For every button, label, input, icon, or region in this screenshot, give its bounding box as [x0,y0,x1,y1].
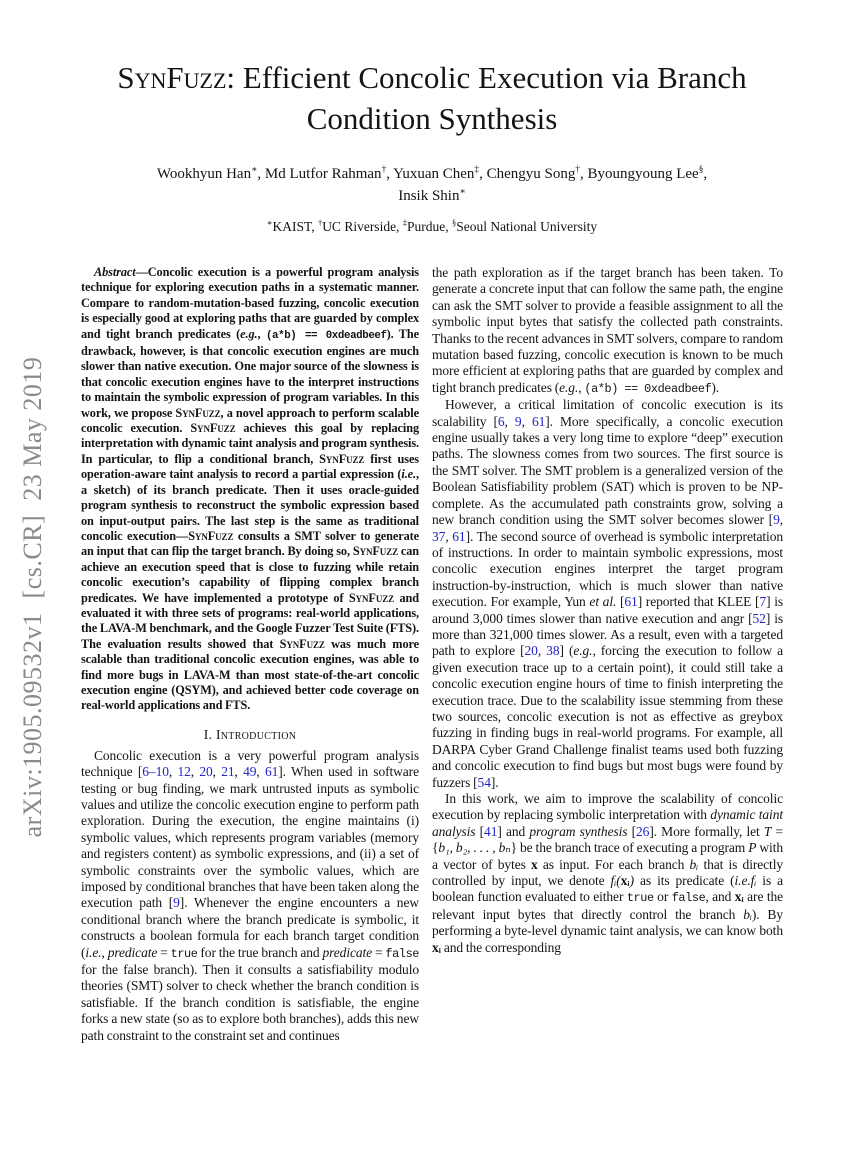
text-segment: Introduction [215,726,297,742]
section-heading-introduction [81,727,419,743]
text-segment: = [372,944,386,960]
citation-link[interactable]: 41 [484,823,498,839]
text-segment: However, a critical limitation of concolic execution is its scalability [ [432,397,783,429]
text-segment: ). By performing a byte-level dynamic taint analysis, we can know both [432,906,783,939]
text-segment: (a*b) == 0xdeadbeef [584,381,712,396]
text-segment: , [779,512,783,528]
text-segment: SynFuzz [319,451,365,466]
two-column-body [81,265,783,1044]
text-segment: Seoul National University [456,219,598,234]
citation-link[interactable]: 6–10 [142,764,169,780]
text-segment: predicate [322,944,373,960]
text-segment: (a*b) == 0xdeadbeef [265,329,387,342]
text-segment: as input. For each branch [537,856,690,872]
text-segment: e.g. [573,643,593,659]
citation-link[interactable]: 49 [243,764,257,780]
text-segment: T [763,823,772,839]
text-segment: , [445,528,453,544]
text-segment: , [504,413,515,429]
text-segment: fᵢ( [610,873,621,889]
text-segment: ] ( [559,643,574,659]
text-segment: for the true branch and [197,944,323,960]
text-segment: dynamic taint analysis [432,807,783,839]
text-segment: : Efficient Concolic Execution via Branch Condition Synthesis [226,60,747,136]
text-segment: [ [627,823,637,839]
text-segment: predicate [107,944,158,960]
text-segment: is a boolean function evaluated to either [432,873,784,905]
text-segment: i.e. [734,873,751,889]
text-segment: with a vector of bytes [432,840,783,872]
text-segment: ∗ [251,165,258,175]
text-segment: ). [711,379,720,395]
text-segment: false [671,891,706,906]
authors-line-2 [81,185,783,207]
citation-link[interactable]: 7 [759,594,767,610]
text-segment: , forcing the execution to follow a given execution trace up to a certain point), it could still take a concolic execution engine hours of time to finish interpreting the execution trace. Due to the scalability issue stemming from these two sources, concolic execution is not as effective as greybox fuzzing in finding bugs in real-world programs. For example, all DARPA Cyber Grand Challenge finalist teams used both fuzzing and concolic execution to find bugs but most bugs were found by fuzzers [ [432,643,783,790]
text-segment: ] and [497,823,530,839]
text-segment: ). The drawback, however, is that concolic execution engines are much slower than native execution. One major source of the slowness is that concolic execution engines have to the interpret instructions to maintain the symbolic expression of program variables. In this work, we propose [81,326,420,420]
text-segment: ]. Whenever the engine encounters a new conditional branch where the branch predicate is symbolic, it constructs a boolean formula for each branch target condition ( [81,895,419,960]
text-segment: In this work, we aim to improve the scalability of concolic execution by replacing symbolic interpretation with [432,791,783,823]
text-segment: true [170,946,198,961]
text-segment: for the false branch). Then it consults a satisfiability modulo theories (SMT) solver to check whether the branch condition is satisfiable. If the branch condition is satisfiable, the engine forks a new state (so as to explore both branches), adds this new path constraint to the constraint set and continues [81,962,419,1043]
citation-link[interactable]: 54 [477,774,491,790]
text-segment: I. [203,726,216,742]
text-segment: , Chengyu Song [479,166,576,182]
citation-link[interactable]: 9 [773,512,780,528]
text-segment: ) [629,873,634,889]
citation-link[interactable]: 52 [752,610,766,626]
text-segment: the path exploration as if the target branch has been taken. To generate a concrete input that can follow the same path, the engine can ask the SMT solver to provide a feasible assignment to all the symbolic input bytes that satisfy the collected path constraints. Thanks to the recent advances in SMT solvers, compare to random mutation based fuzzing, concolic execution is known to be much more efficient at exploring paths that are guarded by complex and tight branch predicates ( [432,265,783,395]
text-segment: xᵢ [734,889,744,905]
text-segment: SynFuzz [175,405,221,420]
text-segment: as its predicate ( [634,873,735,889]
text-segment: ]. [490,774,499,790]
text-segment: , [537,643,547,659]
text-segment: ∗ [459,187,466,197]
citation-link[interactable]: 6 [497,413,505,429]
text-segment: —Concolic execution is a powerful program analysis technique for exploring execution paths in a systematic manner. Compare to random-mutation-based fuzzing, concolic execution is especially good at exploring paths that are guarded by complex and tight branch predicates ( [81,265,419,341]
citation-link[interactable]: 20 [199,764,213,780]
text-segment: i.e. [401,467,417,482]
text-segment: et al. [589,594,617,610]
intro-paragraph-1 [81,748,419,1044]
text-segment: program synthesis [529,823,628,839]
text-segment: , a sketch) of its branch predicate. Then it uses oracle-guided program synthesis to reconstruct the symbolic expression based on input-output pairs. The last step is the same as traditional concolic execution— [81,467,419,543]
text-segment: ] is around 3,000 times slower than native execution and angr [ [432,594,784,626]
paper-page [0,57,850,1157]
intro-paragraph-2 [432,397,783,791]
text-segment: Insik Shin [398,188,460,204]
intro-paragraph-3 [432,791,783,956]
citation-link[interactable]: 12 [177,764,191,780]
text-segment: = { [432,823,783,856]
text-segment: Abstract [94,265,136,279]
text-segment: , a novel approach to perform scalable concolic execution. [81,405,419,436]
text-segment: true [626,891,654,906]
text-segment: , [101,944,108,960]
text-segment: , [212,764,222,780]
text-segment: , Byoungyoung Lee [579,166,699,182]
left-column [81,265,419,1044]
text-segment: } be the branch trace of executing a program [510,840,749,856]
citation-link[interactable]: 20 [524,643,538,659]
citation-link[interactable]: 61 [531,413,546,429]
text-segment: , Yuxuan Chen [386,166,475,182]
text-segment: e.g. [559,379,579,395]
citation-link[interactable]: 26 [636,823,650,839]
text-segment: that is directly controlled by input, we denote [432,856,783,889]
citation-link[interactable]: 61 [624,594,638,610]
text-segment: SynFuzz [352,544,398,559]
text-segment: † [381,165,387,175]
arxiv-watermark: arXiv:1905.09532v1 [cs.CR] 23 May 2019 [18,356,47,838]
affiliations [81,219,783,235]
text-segment: xᵢ [620,873,630,889]
text-segment: , Md Lutfor Rahman [257,166,382,182]
citation-link[interactable]: 38 [546,643,560,659]
text-segment: § [452,218,457,228]
text-segment: e.g. [240,326,258,341]
text-segment: † [318,218,323,228]
text-segment: ‡ [402,218,407,228]
paper-header [81,57,783,235]
text-segment: SynFuzz [188,528,234,543]
text-segment: UC Riverside, [322,219,403,234]
text-segment: bᵢ [743,906,752,922]
citation-link[interactable]: 37 [432,528,446,544]
text-segment: [ [475,823,485,839]
text-segment: , and [705,889,735,905]
text-segment: achieves this goal by replacing interpretation with dynamic taint analysis and program synthesis. In particular, to flip a conditional branch, [81,421,420,466]
text-segment: , [256,764,265,780]
text-segment: ]. More formally, let [649,823,764,839]
text-segment: , [578,379,585,395]
text-segment: b₁, b₂, . . . , bₙ [438,840,511,856]
text-segment: bᵢ [689,856,699,872]
text-segment: ] reported that KLEE [ [637,594,760,610]
text-segment: ] is more than 321,000 times slower. As a result, even with a targeted path to explore [ [432,610,784,659]
citation-link[interactable]: 9 [514,413,522,429]
text-segment: and evaluated it with three sets of programs: real-world applications, the LAVA-M benchmark, and the Google Fuzzer Test Suite (FTS). The evaluation results showed that [81,590,419,651]
text-segment: , [257,326,266,341]
text-segment: , [521,413,532,429]
text-segment: = [157,944,171,960]
text-segment: [ [616,594,625,610]
text-segment: SynFuzz [348,590,395,605]
text-segment: x [531,856,538,872]
text-segment: ]. More specifically, a concolic execution engine usually takes a very long time to explore “deep” execution paths. The slowness comes from two sources. The first source is the SMT solver. The SMT problem is a generalized version of the Boolean Satisfiability problem (SAT) which is proven to be NP-complete. As the accumulated path constraints grow, solving a new branch condition using the SMT solver becomes slower [ [432,413,784,528]
text-segment: ∗ [266,218,273,228]
text-segment: fᵢ [750,873,757,889]
text-segment: , [703,166,708,182]
text-segment: SynFuzz [117,60,227,95]
citation-link[interactable]: 61 [452,528,466,544]
text-segment: , [168,764,178,780]
text-segment: SynFuzz [190,421,236,436]
text-segment: , [234,764,244,780]
text-segment: Concolic execution is a very powerful program analysis technique [ [81,747,419,780]
text-segment: § [698,165,704,175]
text-segment: or [653,889,672,905]
text-segment: xᵢ [432,939,441,955]
right-column [432,265,783,1044]
authors-line-1 [81,163,783,185]
text-segment: was much more scalable than traditional concolic execution engines, was able to find more bugs in LAVA-M than most state-of-the-art concolic execution engine (QSYM), and achieved better code coverage on real-world applications and FTS. [81,636,419,713]
text-segment: KAIST, [272,219,318,234]
text-segment: Wookhyun Han [156,166,252,182]
text-segment: SynFuzz [279,636,325,651]
text-segment: i.e. [85,944,102,960]
citation-link[interactable]: 21 [221,764,235,780]
text-segment: ‡ [474,165,480,175]
text-segment: consults a SMT solver to generate an input that can flip the target branch. By doing so, [81,528,419,559]
text-segment: † [575,165,580,175]
text-segment: ]. The second source of overhead is symbolic interpretation of instructions. In order to maintain symbolic expressions, most concolic execution engines interpret the target program instruction-by-instruction, which is much slower than native execution. For example, Yun [432,528,783,610]
intro-paragraph-1-continued [432,265,783,397]
text-segment: and the corresponding [440,939,561,955]
text-segment: P [748,840,757,856]
citation-link[interactable]: 61 [264,764,279,780]
page-title [82,57,782,139]
citation-link[interactable]: 9 [173,895,180,911]
text-segment: , [190,764,200,780]
text-segment: ]. When used in software testing or bug finding, we mark untrusted inputs as symbolic values and utilize the concolic execution engine to perform path exploration. During the execution, the engine maintains (i) symbolic values, which represents program variables (memory and registers content) as symbolic expressions, and (ii) a set of symbolic constraints over the symbolic values, which are imposed by conditional branches that have been taken along the execution path [ [81,764,419,911]
text-segment: Purdue, [407,219,452,234]
text-segment: first uses operation-aware taint analysis to record a partial expression ( [81,451,419,482]
abstract [81,265,419,714]
text-segment: are the relevant input bytes that directly control the branch [432,889,784,922]
text-segment: can achieve an execution speed that is close to fuzzing while retain concolic execution’s capability of flipping complex branch predicates. We have implemented a prototype of [81,544,420,605]
text-segment: false [385,946,420,961]
